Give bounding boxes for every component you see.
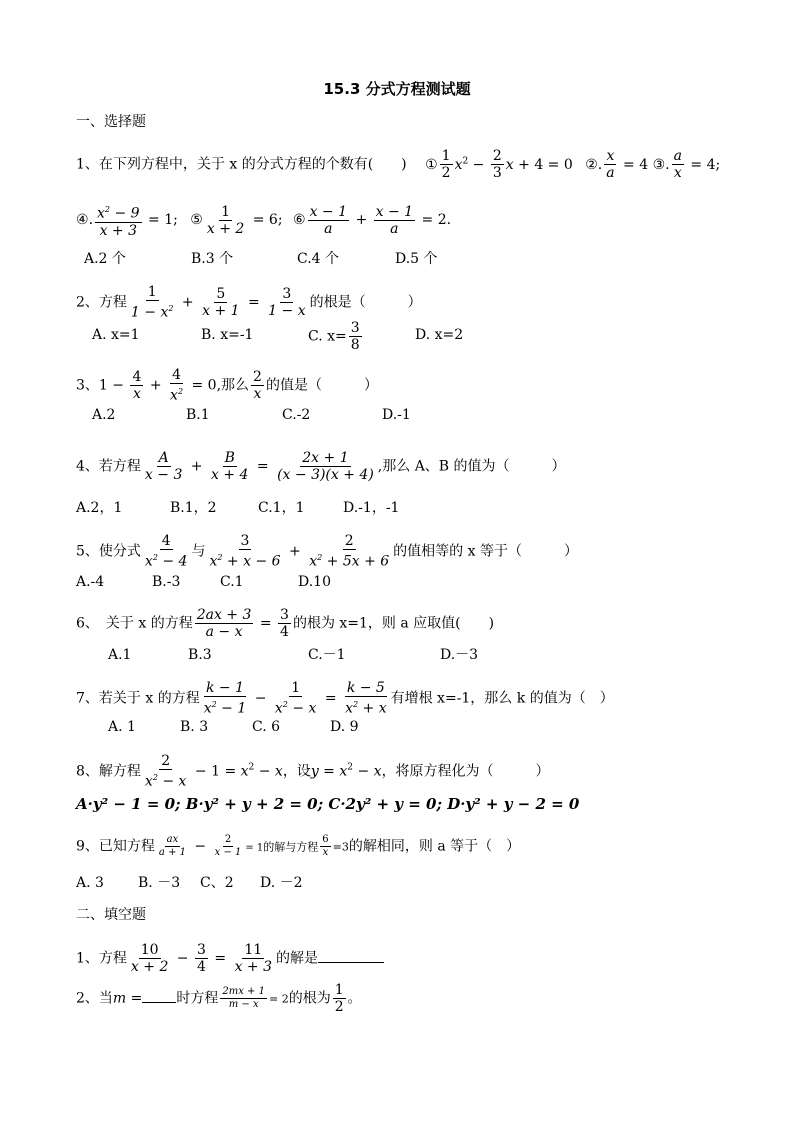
q5-option-b[interactable]: B.-3 [152, 574, 181, 590]
q9-prefix: 9、已知方程 [76, 838, 155, 855]
question-1-items [76, 202, 451, 239]
q8-answer-options[interactable]: A·y² − 1 = 0; B·y² + y + 2 = 0; C·2y² + y = 0; D·y² + y − 2 = 0 [76, 795, 580, 813]
q2-option-a[interactable]: A. x=1 [92, 327, 140, 343]
q1-option-c[interactable]: C.4 个 [297, 251, 340, 267]
q4-prefix: 4、若方程 [76, 458, 141, 475]
q3-option-c[interactable]: C.-2 [282, 407, 311, 423]
q4-option-b[interactable]: B.1，2 [170, 500, 217, 516]
fill-question-2: 2、当m = 时方程 $\frac{2mx + 1}{m - x}$ = 2的根为 $\frac{1}{2}$ 。 [76, 982, 362, 1015]
q6-option-a[interactable]: A.1 [108, 647, 132, 663]
q1-stem: 1、在下列方程中，关于 x 的分式方程的个数有( ) [76, 156, 407, 173]
q7-option-c[interactable]: C. 6 [252, 719, 281, 735]
q4-option-a[interactable]: A.2，1 [76, 500, 123, 516]
question-8: 8、解方程 $\frac{2}{x^2 - x}$ − $1 = x^2 - x$，设$y = x^2 - x$，将原方程化为（ ） [76, 753, 550, 790]
q7-suffix: 有增根 x=-1，那么 k 的值为（ ） [390, 690, 614, 707]
question-5: 5、使分式 $\frac{4}{x^2 - 4}$ 与 $\frac{3}{x^2 + x - 6}$ + $\frac{2}{x^2 + 5x + 6}$ 的值相等的 x 等于（ ） [76, 533, 578, 570]
q8-suffix: ，将原方程化为（ ） [381, 763, 550, 780]
question-7: 7、若关于 x 的方程 $\frac{k - 1}{x^2 - 1}$ − $\frac{1}{x^2 - x}$ = $\frac{k - 5}{x^2 + x}$ 有增根 x=-1，那么 k 的值为（ ） [76, 680, 614, 717]
q4-suffix: ,那么 A、B 的值为（ ） [377, 458, 566, 475]
q2-option-b[interactable]: B. x=-1 [201, 327, 254, 343]
q9-option-d[interactable]: D. －2 [260, 875, 303, 891]
q6-option-c[interactable]: C.－1 [308, 647, 346, 663]
q9-option-c[interactable]: C、2 [200, 875, 234, 891]
q5-option-a[interactable]: A.-4 [76, 574, 105, 590]
q6-prefix: 6、 关于 x 的方程 [76, 615, 193, 632]
q3-mid: ,那么 [216, 377, 250, 394]
fill-question-1: 1、方程 $\frac{10}{x + 2}$ − $\frac{3}{4}$ = $\frac{11}{x + 3}$ 的解是 [76, 942, 384, 975]
q8-prefix: 8、解方程 [76, 763, 141, 780]
question-9: 9、已知方程 $\frac{ax}{a + 1}$ − $\frac{2}{x - 1}$ = 1的解与方程 $\frac{6}{x}$ =3的解相同，则 a 等于（ ） [76, 834, 521, 858]
q5-mid: 与 [191, 543, 206, 560]
q4-option-d[interactable]: D.-1，-1 [343, 500, 400, 516]
q7-option-b[interactable]: B. 3 [180, 719, 209, 735]
q5-prefix: 5、使分式 [76, 543, 141, 560]
q9-option-b[interactable]: B. －3 [138, 875, 181, 891]
q2-suffix: 的根是（ ） [309, 294, 422, 311]
q2-option-d[interactable]: D. x=2 [415, 327, 464, 343]
q1-option-d[interactable]: D.5 个 [395, 251, 438, 267]
q3-option-a[interactable]: A.2 [92, 407, 116, 423]
question-4: 4、若方程 $\frac{A}{x - 3}$ + $\frac{B}{x + 4}$ = $\frac{2x + 1}{(x - 3)(x + 4)}$ ,那么 A、B 的值为（ ） [76, 450, 566, 483]
q1-item-5: ⑤ $\frac{1}{x + 2}$ = 6; [190, 203, 283, 237]
q3-option-b[interactable]: B.1 [186, 407, 210, 423]
q7-option-a[interactable]: A. 1 [108, 719, 136, 735]
q1-item-6: ⑥ $\frac{x - 1}{a}$ + $\frac{x - 1}{a}$ = 2. [293, 203, 452, 237]
q5-option-c[interactable]: C.1 [220, 574, 244, 590]
f1-suffix: 的解是 [276, 950, 318, 967]
q7-prefix: 7、若关于 x 的方程 [76, 690, 200, 707]
q1-item-4: ④. $\frac{x^2 - 9}{x + 3}$ = 1; [76, 212, 178, 228]
f2-prefix: 2、当 [76, 990, 113, 1007]
question-6: 6、 关于 x 的方程 $\frac{2ax + 3}{a - x}$ = $\frac{3}{4}$ 的根为 x=1，则 a 应取值( ) [76, 607, 495, 640]
page-title: 15.3 分式方程测试题 [323, 80, 471, 98]
q3-suffix: 的值是（ ） [265, 377, 378, 394]
q1-option-b[interactable]: B.3 个 [191, 251, 234, 267]
q8-mid: ，设 [282, 763, 311, 780]
f2-end: 。 [347, 990, 362, 1007]
f2-mid: 时方程 [176, 990, 219, 1007]
q5-option-d[interactable]: D.10 [298, 574, 331, 590]
q9-mid: 的解与方程 [263, 840, 319, 854]
q6-suffix: 的根为 x=1，则 a 应取值( ) [292, 615, 495, 632]
q7-option-d[interactable]: D. 9 [330, 719, 359, 735]
q2-option-c[interactable]: C. x= $\frac{3}{8}$ [308, 320, 360, 353]
section-choice-heading: 一、选择题 [76, 114, 146, 130]
q3-prefix: 3、 [76, 377, 99, 394]
q1-item-3: ③. $\frac{a}{x}$ = 4; [652, 148, 721, 181]
f2-answer-blank[interactable] [142, 1002, 176, 1003]
q1-item-2: ②. $\frac{x}{a}$ = 4 [585, 148, 649, 181]
question-3: 3、1 − $\frac{4}{x}$ + $\frac{4}{x^2}$ = 0,那么 $\frac{2}{x}$ 的值是（ ） [76, 367, 378, 404]
section-fill-heading: 二、填空题 [76, 907, 146, 923]
f1-answer-blank[interactable] [318, 962, 384, 963]
q6-option-b[interactable]: B.3 [188, 647, 212, 663]
question-1 [76, 148, 720, 181]
q1-option-a[interactable]: A.2 个 [84, 251, 126, 267]
q9-suffix: 的解相同，则 a 等于（ ） [348, 838, 521, 855]
q2-prefix: 2、方程 [76, 294, 127, 311]
q1-item-1: ① $\frac{1}{2}$ $x^2$ − $\frac{2}{3}$ x + 4 = 0 [425, 148, 573, 181]
question-2: 2、方程 $\frac{1}{1 - x^2}$ + $\frac{5}{x + 1}$ = $\frac{3}{1 - x}$ 的根是（ ） [76, 284, 422, 321]
q9-option-a[interactable]: A. 3 [76, 875, 104, 891]
f2-suffix: 的根为 [288, 990, 331, 1007]
q4-option-c[interactable]: C.1，1 [258, 500, 305, 516]
q5-suffix: 的值相等的 x 等于（ ） [393, 543, 578, 560]
q3-option-d[interactable]: D.-1 [382, 407, 411, 423]
q6-option-d[interactable]: D.－3 [440, 647, 479, 663]
f1-prefix: 1、方程 [76, 950, 127, 967]
